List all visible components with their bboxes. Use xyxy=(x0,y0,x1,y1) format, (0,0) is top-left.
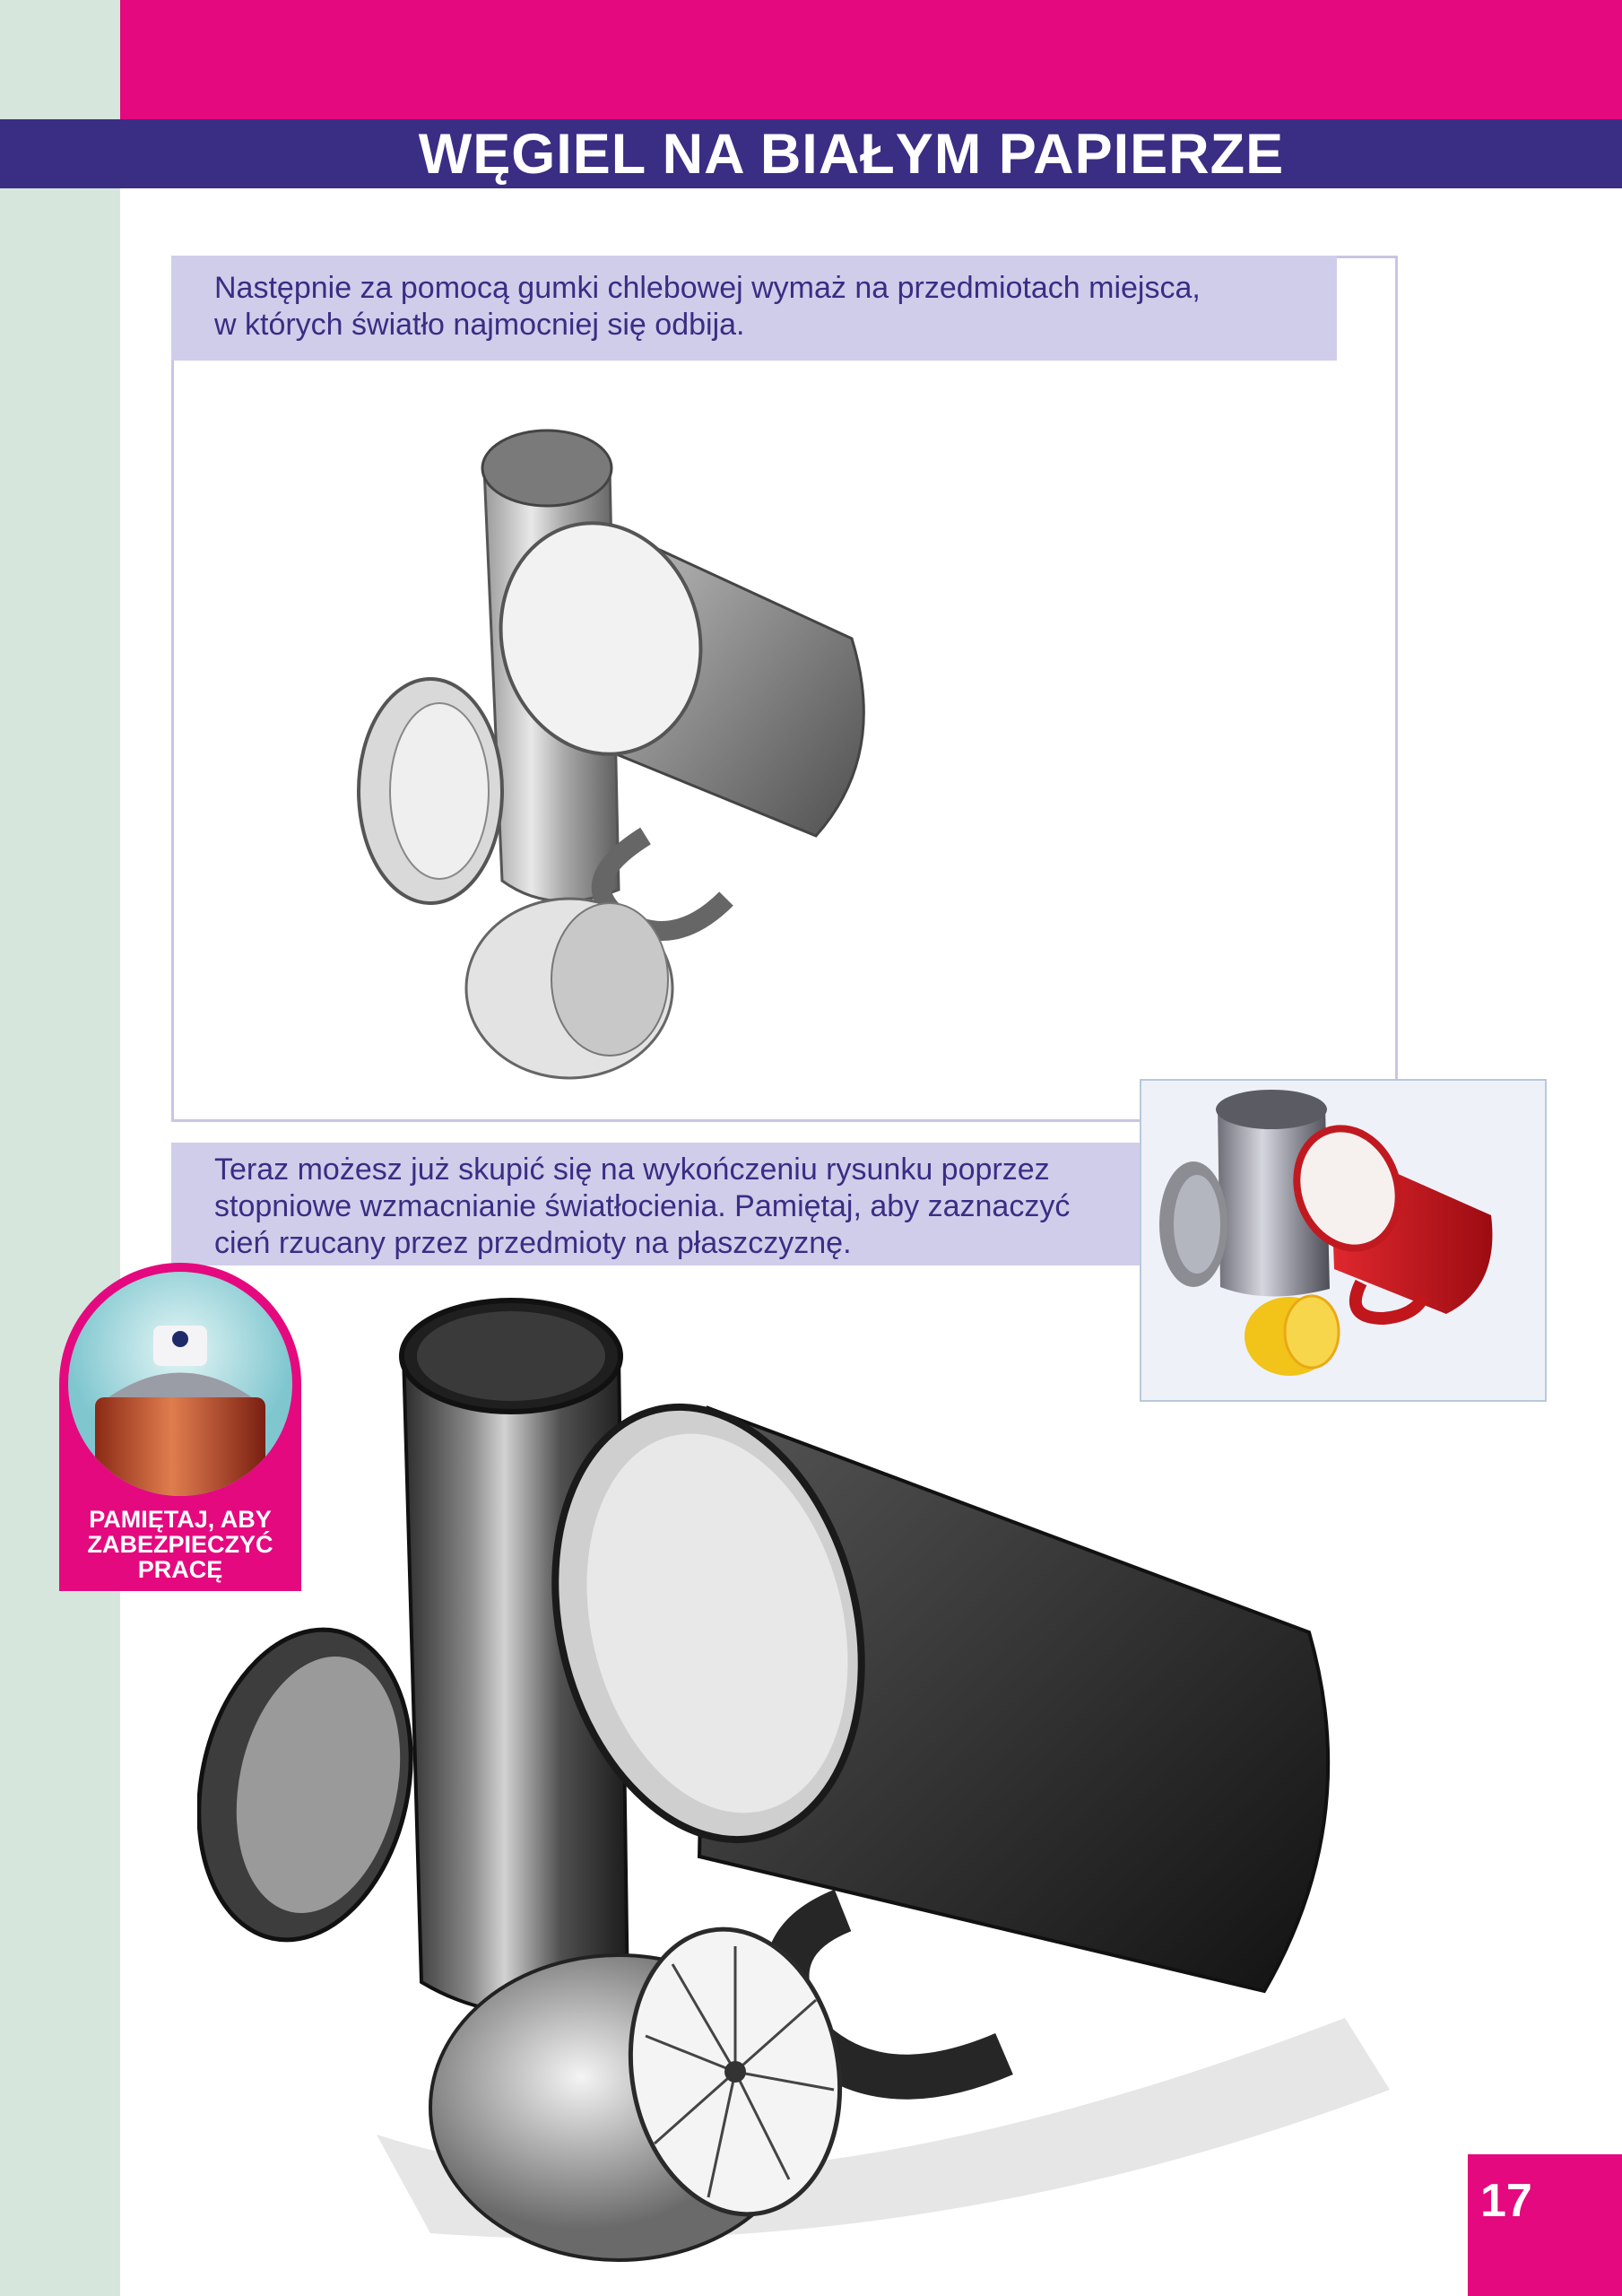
left-margin-strip xyxy=(0,0,120,2296)
step-1-caption-line-1: Następnie za pomocą gumki chlebowej wymaż na przedmiotach miejsca, xyxy=(214,271,1201,305)
page-title: WĘGIEL NA BIAŁYM PAPIERZE xyxy=(418,122,1285,186)
tip-badge xyxy=(59,1263,301,1591)
step-2-caption xyxy=(171,1143,1140,1265)
tip-text: PAMIĘTAJ, ABY ZABEZPIECZYĆ PRACĘ xyxy=(87,1506,273,1583)
step-1-caption-line-2: w których światło najmocniej się odbija. xyxy=(214,308,745,342)
page-number: 17 xyxy=(1480,2175,1532,2227)
top-color-band xyxy=(120,0,1622,119)
page-number-box xyxy=(1468,2154,1622,2296)
charcoal-final-drawing-illustration xyxy=(197,1283,1435,2278)
step-1-caption xyxy=(171,256,1337,361)
step-2-caption-line-2: stopniowe wzmacnianie światłocienia. Pamiętaj, aby zaznaczyć xyxy=(214,1189,1071,1223)
step-2-caption-line-1: Teraz możesz już skupić się na wykończeniu rysunku poprzez xyxy=(214,1152,1050,1187)
title-bar xyxy=(0,119,1622,188)
pencil-sketch-light-illustration xyxy=(350,414,1210,1114)
step-2-caption-line-3: cień rzucany przez przedmioty na płaszczyznę. xyxy=(214,1226,852,1260)
